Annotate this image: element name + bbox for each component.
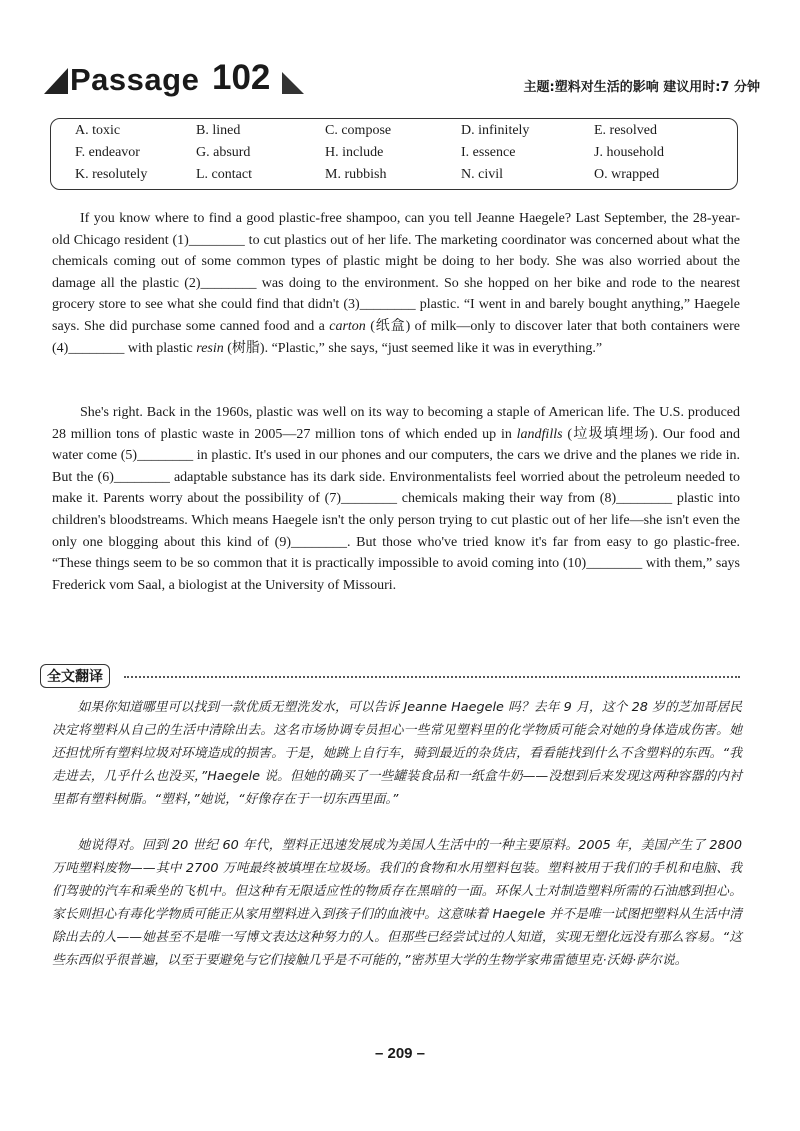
word-option: C. compose	[325, 123, 392, 138]
right-triangle-icon	[282, 72, 304, 94]
left-triangle-icon	[44, 68, 68, 94]
word-option: J. household	[594, 145, 664, 160]
translation-label: 全文翻译	[40, 664, 110, 688]
word-option: F. endeavor	[75, 145, 140, 160]
passage-paragraph-2: She's right. Back in the 1960s, plastic was well on its way to becoming a staple of American life. The U.S. produced 28 million tons of plastic waste in 2005—27 million tons of which ended up in landfills (垃圾填埋场). Our food and water come (5)________ in plastic. It's used in our phones and our computers, the cars we drive and the planes we ride in. But the (6)________ adaptable substance has its dark side. Environmentalists feel worried about the petroleum needed to make it. Parents worry about the possibility of (7)________ chemicals making their way from (8)________ plastic into children's bloodstreams. Which means Haegele isn't the only person trying to cut plastic out of her life—she isn't even the only one blogging about this kind of (9)________. But those who've tried know it's far from easy to go plastic-free. “These things seem to be so common that it is practically impossible to avoid coming into (10)________ with them,” says Frederick vom Saal, a biologist at the University of Missouri.	[52, 405, 740, 593]
translation-paragraph-1: 如果你知道哪里可以找到一款优质无塑洗发水，可以告诉 Jeanne Haegele 吗？去年 9 月，这个 28 岁的芝加哥居民决定将塑料从自己的生活中清除出去。这名市场协调专员担心一些常见塑料里的化学物质可能会对她的身体造成伤害。她还担忧所有塑料垃圾对环境造成的损害。于是，她跳上自行车，骑到最近的杂货店，看看能找到什么不含塑料的东西。“我走进去，几乎什么也没买，”Haegele 说。但她的确买了一些罐装食品和一纸盒牛奶——没想到后来发现这两种容器的内衬里都有塑料树脂。“塑料，”她说，“好像存在于一切东西里面。”	[52, 700, 742, 807]
dotted-divider	[124, 676, 740, 678]
translation-paragraph-2: 她说得对。回到 20 世纪 60 年代，塑料正迅速发展成为美国人生活中的一种主要原料。2005 年，美国产生了 2800 万吨塑料废物——其中 2700 万吨最终被填埋在垃圾场。我们的食物和水用塑料包装。塑料被用于我们的手机和电脑、我们驾驶的汽车和乘坐的飞机中。但这种有无限适应性的物质存在黑暗的一面。环保人士对制造塑料所需的石油感到担心。家长则担心有毒化学物质可能正从家用塑料进入到孩子们的血液中。这意味着 Haegele 并不是唯一试图把塑料从生活中清除出去的人——她甚至不是唯一写博文表达这种努力的人。但那些已经尝试过的人知道，实现无塑化远没有那么容易。“这些东西似乎很普遍，以至于要避免与它们接触几乎是不可能的，”密苏里大学的生物学家弗雷德里克·沃姆·萨尔说。	[52, 838, 742, 968]
word-option: O. wrapped	[594, 167, 660, 182]
word-option: N. civil	[461, 167, 503, 182]
translation-header	[40, 664, 740, 690]
word-option: D. infinitely	[461, 123, 530, 138]
word-option: L. contact	[196, 167, 252, 182]
page-number: – 209 –	[374, 1045, 426, 1062]
word-option: E. resolved	[594, 123, 657, 138]
word-option: H. include	[325, 145, 384, 160]
word-option: B. lined	[196, 123, 241, 138]
word-option: I. essence	[461, 145, 516, 160]
topic-info: 主题:塑料对生活的影响 建议用时:7 分钟	[523, 80, 760, 95]
word-option: A. toxic	[75, 123, 121, 138]
passage-number: 102	[212, 58, 271, 97]
word-option: M. rubbish	[325, 167, 387, 182]
passage-header	[44, 58, 760, 106]
word-option: G. absurd	[196, 145, 251, 160]
passage-label: Passage	[70, 62, 200, 97]
word-option: K. resolutely	[75, 167, 148, 182]
word-bank	[50, 118, 738, 190]
passage-paragraph-1: If you know where to find a good plastic-free shampoo, can you tell Jeanne Haegele? Last September, the 28-year-old Chicago resident (1)________ to cut plastics out of her life. The marketing coordinator was concerned about what the chemicals coming out of some common types of plastic might be doing to her body. She was also worried about the damage all the plastic (2)________ was doing to the environment. So she hopped on her bike and rode to the nearest grocery store to see what she could find that didn't (3)________ plastic. “I went in and barely bought anything,” Haegele says. She did purchase some canned food and a carton (纸盒) of milk—only to discover later that both containers were (4)________ with plastic resin (树脂). “Plastic,” she says, “just seemed like it was in everything.”	[52, 211, 740, 356]
